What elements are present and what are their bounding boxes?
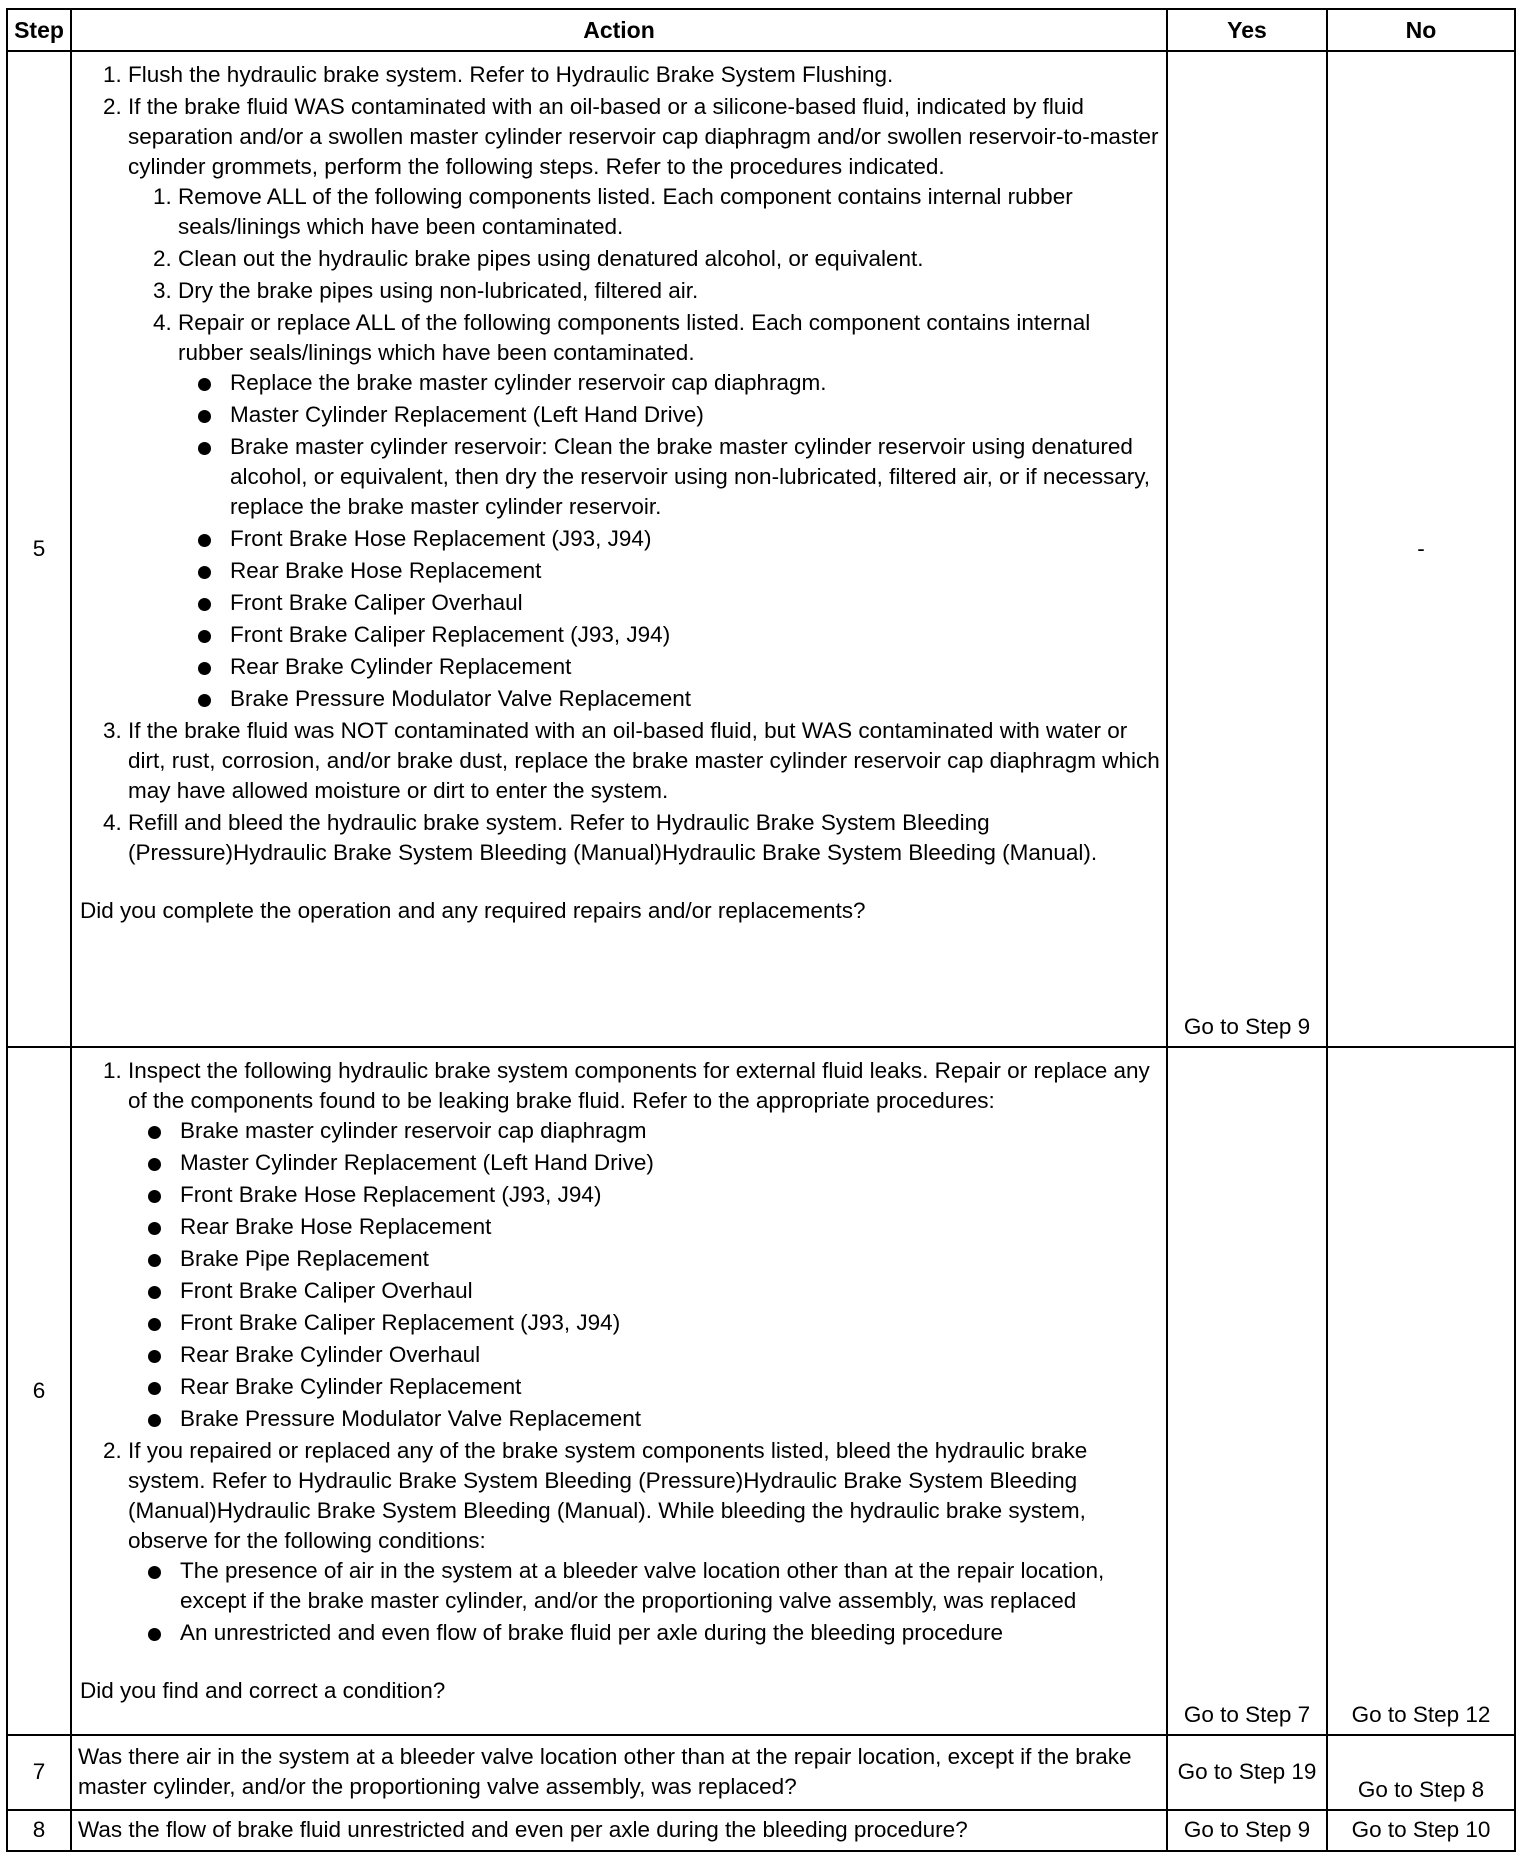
instruction-item: 1. Flush the hydraulic brake system. Refer to Hydraulic Brake System Flushing. <box>128 60 1160 90</box>
list-item: Brake master cylinder reservoir: Clean the brake master cylinder reservoir using denatured alcohol, or equivalent, then dry the reservoir using non-lubricated, filtered air, or if necessary, replace the brake master cylinder reservoir. <box>230 432 1160 522</box>
header-step: Step <box>7 9 71 51</box>
header-yes: Yes <box>1167 9 1327 51</box>
instruction-item: 4. Refill and bleed the hydraulic brake system. Refer to Hydraulic Brake System Bleeding (Pressure)Hydraulic Brake System Bleeding (Manual)Hydraulic Brake System Bleeding (Manual). <box>128 808 1160 868</box>
list-item: Rear Brake Cylinder Overhaul <box>180 1340 1160 1370</box>
question-text: Was there air in the system at a bleeder valve location other than at the repair location, except if the brake master cylinder, and/or the proportioning valve assembly, was replaced? <box>71 1735 1167 1809</box>
instruction-list <box>80 60 1160 868</box>
list-item: Front Brake Hose Replacement (J93, J94) <box>180 1180 1160 1210</box>
no-cell: Go to Step 8 <box>1327 1735 1515 1809</box>
instruction-text: If the brake fluid WAS contaminated with an oil-based or a silicone-based fluid, indicated by fluid separation and/or a swollen master cylinder reservoir cap diaphragm and/or swollen reservoir-to-master cylinder grommets, perform the following steps. Refer to the procedures indicated. <box>128 94 1159 179</box>
sub-instruction-item: 2. Clean out the hydraulic brake pipes using denatured alcohol, or equivalent. <box>178 244 1160 274</box>
instruction-text: Inspect the following hydraulic brake system components for external fluid leaks. Repair or replace any of the components found to be leaking brake fluid. Refer to the appropriate procedures: <box>128 1058 1150 1114</box>
sub-instruction-list <box>128 182 1160 714</box>
list-item: Brake Pressure Modulator Valve Replacement <box>180 1404 1160 1434</box>
list-item: The presence of air in the system at a bleeder valve location other than at the repair location, except if the brake master cylinder, and/or the proportioning valve assembly, was replaced <box>180 1556 1160 1616</box>
component-list <box>178 368 1160 714</box>
component-list <box>128 1116 1160 1434</box>
list-item: Front Brake Caliper Replacement (J93, J94) <box>180 1308 1160 1338</box>
instruction-list <box>80 1056 1160 1648</box>
step-number: 7 <box>7 1735 71 1809</box>
instruction-item <box>128 1056 1160 1434</box>
list-item: Rear Brake Cylinder Replacement <box>230 652 1160 682</box>
action-cell <box>71 1047 1167 1735</box>
list-item: Master Cylinder Replacement (Left Hand Drive) <box>180 1148 1160 1178</box>
diagnostic-table <box>6 8 1516 1852</box>
list-item: Brake Pipe Replacement <box>180 1244 1160 1274</box>
step-number: 6 <box>7 1047 71 1735</box>
step-number: 8 <box>7 1810 71 1851</box>
list-item: Rear Brake Hose Replacement <box>230 556 1160 586</box>
list-item: Brake master cylinder reservoir cap diaphragm <box>180 1116 1160 1146</box>
yes-cell: Go to Step 9 <box>1167 1810 1327 1851</box>
list-item: Front Brake Hose Replacement (J93, J94) <box>230 524 1160 554</box>
header-action: Action <box>71 9 1167 51</box>
question-text: Was the flow of brake fluid unrestricted and even per axle during the bleeding procedure? <box>71 1810 1167 1851</box>
sub-instruction-item: 1. Remove ALL of the following components listed. Each component contains internal rubber seals/linings which have been contaminated. <box>178 182 1160 242</box>
header-no: No <box>1327 9 1515 51</box>
no-cell: Go to Step 10 <box>1327 1810 1515 1851</box>
list-item: Master Cylinder Replacement (Left Hand Drive) <box>230 400 1160 430</box>
instruction-text: If you repaired or replaced any of the brake system components listed, bleed the hydraulic brake system. Refer to Hydraulic Brake System Bleeding (Pressure)Hydraulic Brake System Bleeding (Manual)Hydraulic Brake System Bleeding (Manual). While bleeding the hydraulic brake system, observe for the following conditions: <box>128 1438 1088 1554</box>
list-item: Replace the brake master cylinder reservoir cap diaphragm. <box>230 368 1160 398</box>
table-row-step-5 <box>7 51 1515 1047</box>
table-row-step-8 <box>7 1810 1515 1851</box>
instruction-item <box>128 1436 1160 1648</box>
list-item: Rear Brake Cylinder Replacement <box>180 1372 1160 1402</box>
sub-instruction-text: Repair or replace ALL of the following components listed. Each component contains internal rubber seals/linings which have been contaminated. <box>178 310 1091 365</box>
yes-cell: Go to Step 19 <box>1167 1735 1327 1809</box>
question-text: Did you find and correct a condition? <box>80 1678 446 1704</box>
no-cell: Go to Step 12 <box>1327 1047 1515 1735</box>
header-row <box>7 9 1515 51</box>
instruction-item <box>128 92 1160 714</box>
yes-cell: Go to Step 7 <box>1167 1047 1327 1735</box>
list-item: Front Brake Caliper Overhaul <box>180 1276 1160 1306</box>
question-text: Did you complete the operation and any required repairs and/or replacements? <box>80 898 866 923</box>
sub-instruction-item: 3. Dry the brake pipes using non-lubricated, filtered air. <box>178 276 1160 306</box>
sub-instruction-item <box>178 308 1160 714</box>
list-item: Front Brake Caliper Overhaul <box>230 588 1160 618</box>
list-item: An unrestricted and even flow of brake fluid per axle during the bleeding procedure <box>180 1618 1160 1648</box>
instruction-item: 3. If the brake fluid was NOT contaminated with an oil-based fluid, but WAS contaminated with water or dirt, rust, corrosion, and/or brake dust, replace the brake master cylinder reservoir cap diaphragm which may have allowed moisture or dirt to enter the system. <box>128 716 1160 806</box>
condition-list <box>128 1556 1160 1648</box>
table-row-step-7 <box>7 1735 1515 1809</box>
yes-cell: Go to Step 9 <box>1167 51 1327 1047</box>
step-number: 5 <box>7 51 71 1047</box>
list-item: Front Brake Caliper Replacement (J93, J94) <box>230 620 1160 650</box>
no-cell: - <box>1327 51 1515 1047</box>
table-row-step-6 <box>7 1047 1515 1735</box>
action-cell <box>71 51 1167 1047</box>
list-item: Rear Brake Hose Replacement <box>180 1212 1160 1242</box>
list-item: Brake Pressure Modulator Valve Replacement <box>230 684 1160 714</box>
